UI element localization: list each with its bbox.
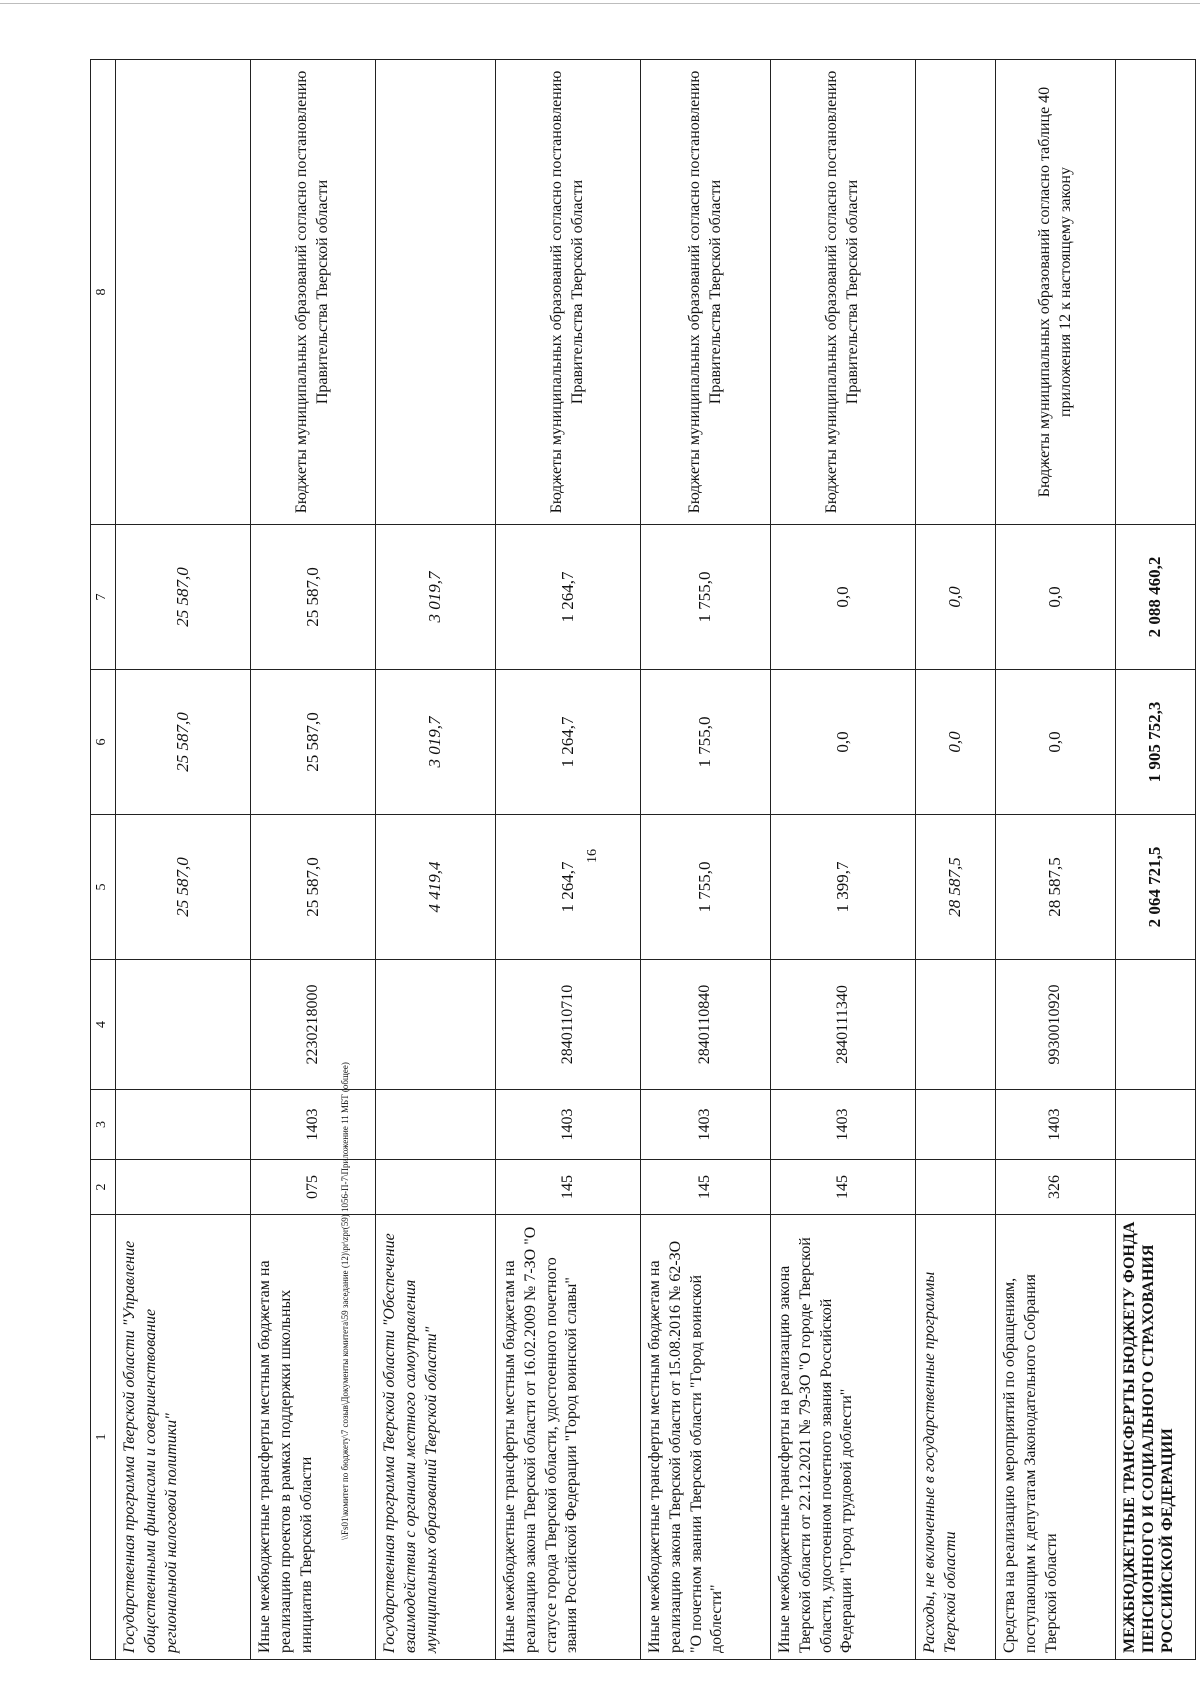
description-cell: Государственная программа Тверской области "Обеспечение взаимодействия с органами местного самоуправления муниципальных образований Тверской области"	[376, 1215, 496, 1660]
target-article-cell	[116, 960, 251, 1090]
target-article-cell: 2840110710	[496, 960, 641, 1090]
amount-col-7-cell: 0,0	[771, 525, 916, 670]
code-ministry-cell: 145	[641, 1160, 771, 1215]
table-row	[496, 60, 641, 1660]
amount-col-7-cell: 0,0	[916, 525, 996, 670]
section-code-cell: 1403	[641, 1090, 771, 1160]
amount-col-5-cell: 25 587,0	[251, 815, 376, 960]
description-cell: Государственная программа Тверской области "Управление общественными финансами и совершенствование региональной налоговой политики"	[116, 1215, 251, 1660]
total-label: МЕЖБЮДЖЕТНЫЕ ТРАНСФЕРТЫ БЮДЖЕТУ ФОНДА ПЕНСИОННОГО И СОЦИАЛЬНОГО СТРАХОВАНИЯ РОССИЙСКОЙ ФЕДЕРАЦИИ	[1116, 1215, 1196, 1660]
table-header-row	[91, 60, 116, 1660]
description-cell: Расходы, не включенные в государственные программы Тверской области	[916, 1215, 996, 1660]
total-col-5: 2 064 721,5	[1116, 815, 1196, 960]
description-cell: Иные межбюджетные трансферты местным бюджетам на реализацию закона Тверской области от 16.02.2009 № 7-ЗО "О статусе города Тверской области, удостоенного почетного звания Российской Федерации "Город воинской славы"	[496, 1215, 641, 1660]
header-col-7: 7	[91, 525, 116, 670]
amount-col-6-cell: 25 587,0	[116, 670, 251, 815]
recipient-cell	[916, 60, 996, 525]
recipient-cell	[116, 60, 251, 525]
amount-col-6-cell: 25 587,0	[251, 670, 376, 815]
total-col-7: 2 088 460,2	[1116, 525, 1196, 670]
table-row	[916, 60, 996, 1660]
amount-col-6-cell: 1 755,0	[641, 670, 771, 815]
description-cell: Иные межбюджетные трансферты на реализацию закона Тверской области от 22.12.2021 № 79-ЗО "О городе Тверской области, удостоенном почетного звания Российской Федерации "Город трудовой доблести"	[771, 1215, 916, 1660]
section-code-cell: 1403	[251, 1090, 376, 1160]
recipient-cell: Бюджеты муниципальных образований согласно постановлению Правительства Тверской области	[771, 60, 916, 525]
total-row	[1116, 60, 1196, 1660]
code-ministry-cell	[116, 1160, 251, 1215]
target-article-cell: 9930010920	[996, 960, 1116, 1090]
description-cell: Иные межбюджетные трансферты местным бюджетам на реализацию закона Тверской области от 15.08.2016 № 62-ЗО "О почетном звании Тверской области "Город воинской доблести"	[641, 1215, 771, 1660]
code-ministry-cell: 075	[251, 1160, 376, 1215]
section-code-cell	[376, 1090, 496, 1160]
amount-col-6-cell: 0,0	[916, 670, 996, 815]
amount-col-7-cell: 25 587,0	[116, 525, 251, 670]
section-code-cell: 1403	[771, 1090, 916, 1160]
recipient-cell: Бюджеты муниципальных образований согласно постановлению Правительства Тверской области	[641, 60, 771, 525]
table-row	[376, 60, 496, 1660]
recipient-cell	[376, 60, 496, 525]
recipient-cell: Бюджеты муниципальных образований согласно постановлению Правительства Тверской области	[496, 60, 641, 525]
code-ministry-cell	[376, 1160, 496, 1215]
amount-col-5-cell: 28 587,5	[916, 815, 996, 960]
code-ministry-cell	[916, 1160, 996, 1215]
amount-col-7-cell: 0,0	[996, 525, 1116, 670]
page-number: 16	[585, 849, 600, 863]
header-col-6: 6	[91, 670, 116, 815]
code-ministry-cell: 145	[496, 1160, 641, 1215]
amount-col-6-cell: 0,0	[996, 670, 1116, 815]
amount-col-5-cell: 1 755,0	[641, 815, 771, 960]
header-col-3: 3	[91, 1090, 116, 1160]
total-col-6: 1 905 752,3	[1116, 670, 1196, 815]
description-cell: Средства на реализацию мероприятий по обращениям, поступающим к депутатам Законодательного Собрания Тверской области	[996, 1215, 1116, 1660]
table-row	[116, 60, 251, 1660]
table-row	[251, 60, 376, 1660]
amount-col-7-cell: 25 587,0	[251, 525, 376, 670]
recipient-cell: Бюджеты муниципальных образований согласно таблице 40 приложения 12 к настоящему закону	[996, 60, 1116, 525]
amount-col-6-cell: 0,0	[771, 670, 916, 815]
amount-col-5-cell: 4 419,4	[376, 815, 496, 960]
amount-col-6-cell: 3 019,7	[376, 670, 496, 815]
header-col-1: 1	[91, 1215, 116, 1660]
code-ministry-cell: 145	[771, 1160, 916, 1215]
total-col-4	[1116, 960, 1196, 1090]
amount-col-7-cell: 1 264,7	[496, 525, 641, 670]
target-article-cell: 2840110840	[641, 960, 771, 1090]
target-article-cell: 2840111340	[771, 960, 916, 1090]
header-col-5: 5	[91, 815, 116, 960]
table-row	[996, 60, 1116, 1660]
total-col-2	[1116, 1160, 1196, 1215]
budget-table	[90, 59, 1196, 1660]
amount-col-6-cell: 1 264,7	[496, 670, 641, 815]
total-col-3	[1116, 1090, 1196, 1160]
target-article-cell: 2230218000	[251, 960, 376, 1090]
table-row	[771, 60, 916, 1660]
scan-edge-line	[0, 3, 1200, 4]
section-code-cell: 1403	[496, 1090, 641, 1160]
target-article-cell	[916, 960, 996, 1090]
header-col-4: 4	[91, 960, 116, 1090]
total-col-8	[1116, 60, 1196, 525]
header-col-8: 8	[91, 60, 116, 525]
header-col-2: 2	[91, 1160, 116, 1215]
amount-col-5-cell: 1 264,7	[496, 815, 641, 960]
description-cell: Иные межбюджетные трансферты местным бюджетам на реализацию проектов в рамках поддержки школьных инициатив Тверской области	[251, 1215, 376, 1660]
code-ministry-cell: 326	[996, 1160, 1116, 1215]
amount-col-5-cell: 1 399,7	[771, 815, 916, 960]
section-code-cell	[916, 1090, 996, 1160]
target-article-cell	[376, 960, 496, 1090]
footer-file-path: \\Fs01\комитет по бюджету\7 созыв\Документы комитета\59 заседание (12)\pr\zpr(59) 1056-П-7\Приложение 11 МБТ (общее)	[340, 1062, 350, 1540]
rotated-table-container	[90, 60, 1177, 1660]
table-row	[641, 60, 771, 1660]
amount-col-5-cell: 28 587,5	[996, 815, 1116, 960]
section-code-cell: 1403	[996, 1090, 1116, 1160]
amount-col-7-cell: 3 019,7	[376, 525, 496, 670]
section-code-cell	[116, 1090, 251, 1160]
amount-col-5-cell: 25 587,0	[116, 815, 251, 960]
amount-col-7-cell: 1 755,0	[641, 525, 771, 670]
recipient-cell: Бюджеты муниципальных образований согласно постановлению Правительства Тверской области	[251, 60, 376, 525]
